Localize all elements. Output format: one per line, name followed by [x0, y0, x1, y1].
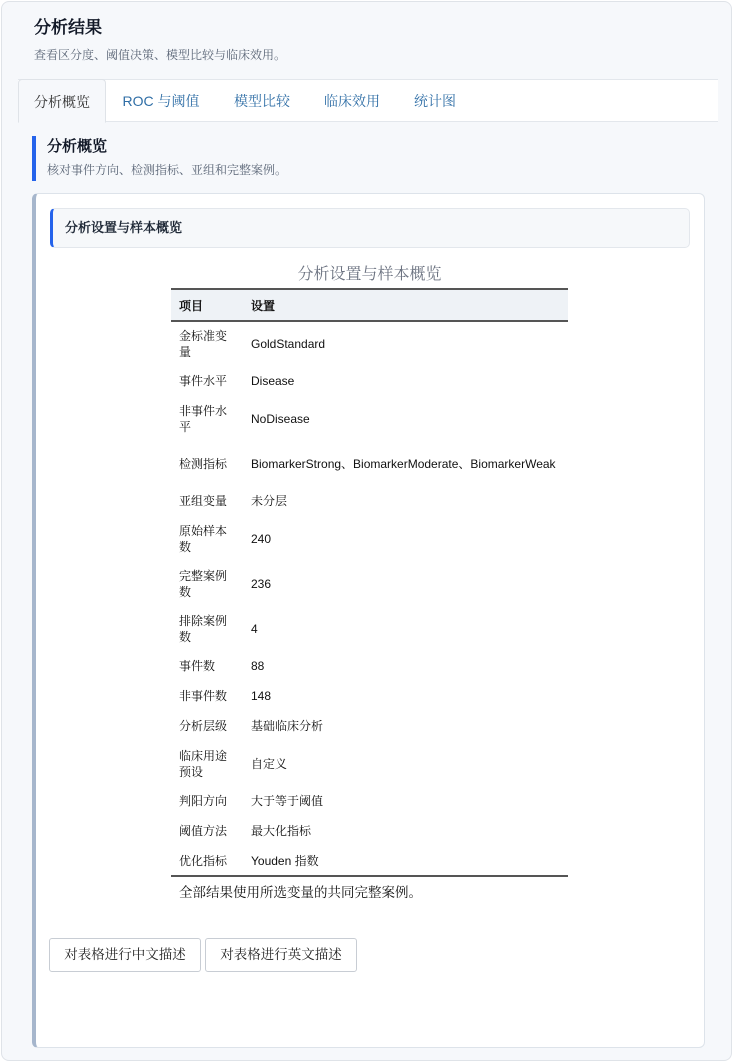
- row-value: 148: [251, 689, 272, 703]
- row-value: 基础临床分析: [251, 719, 324, 733]
- table-row: [171, 681, 568, 711]
- table-caption: 分析设置与样本概览: [297, 266, 442, 283]
- row-value: 最大化指标: [251, 824, 312, 838]
- table-row: [171, 606, 568, 651]
- row-value: 236: [251, 576, 272, 591]
- table-row: [171, 816, 568, 846]
- table-note: 全部结果使用所选变量的共同完整案例。: [179, 885, 422, 900]
- column-header-item: 项目: [171, 289, 243, 321]
- row-item: 临床用途预设: [179, 748, 228, 779]
- results-panel: [1, 1, 732, 1061]
- describe-chinese-button[interactable]: 对表格进行中文描述: [49, 938, 201, 972]
- table-row: [171, 786, 568, 816]
- page-title: 分析结果: [34, 18, 102, 37]
- row-item: 金标准变量: [179, 329, 228, 359]
- tab-bar: [18, 79, 718, 122]
- table-row: [171, 651, 568, 681]
- row-item: 分析层级: [179, 719, 228, 733]
- section-title: 分析概览: [47, 138, 108, 155]
- tab-clinical-utility[interactable]: 临床效用: [324, 93, 380, 109]
- row-value: 4: [251, 621, 258, 636]
- row-value: GoldStandard: [251, 337, 326, 351]
- table-row: [171, 711, 568, 741]
- row-item: 判阳方向: [179, 794, 228, 808]
- table-row: [171, 321, 568, 366]
- table-row: [171, 486, 568, 516]
- tab-content: [18, 122, 718, 1052]
- row-value: NoDisease: [251, 411, 310, 426]
- row-item: 非事件数: [179, 689, 228, 703]
- column-header-setting: 设置: [243, 289, 568, 321]
- row-item: 排除案例数: [179, 613, 228, 644]
- row-item: 非事件水平: [179, 403, 228, 434]
- row-item: 事件数: [179, 659, 216, 673]
- results-header: [2, 2, 731, 79]
- tab-overview[interactable]: 分析概览: [18, 79, 106, 123]
- summary-table-wrapper: [171, 264, 568, 903]
- table-row: [171, 561, 568, 606]
- row-value: 大于等于阈值: [251, 794, 324, 808]
- row-value: Youden 指数: [243, 846, 568, 876]
- row-item: 完整案例数: [179, 568, 228, 599]
- row-item: 优化指标: [171, 846, 243, 876]
- table-header-row: [171, 289, 568, 321]
- section-header: [32, 136, 672, 181]
- card-title: 分析设置与样本概览: [50, 208, 690, 248]
- tab-plots[interactable]: 统计图: [414, 93, 456, 109]
- summary-card: [32, 193, 705, 1048]
- table-row: [171, 846, 568, 876]
- page-subtitle: 查看区分度、阈值决策、模型比较与临床效用。: [34, 48, 287, 62]
- section-subtitle: 核对事件方向、检测指标、亚组和完整案例。: [47, 163, 288, 177]
- tab-roc-threshold[interactable]: ROC 与阈值: [122, 93, 200, 109]
- row-value: Disease: [251, 374, 295, 388]
- row-value: 未分层: [251, 494, 288, 508]
- table-row: [171, 741, 568, 786]
- describe-english-button[interactable]: 对表格进行英文描述: [205, 938, 357, 972]
- table-row: [171, 366, 568, 396]
- tab-model-comparison[interactable]: 模型比较: [234, 93, 290, 109]
- row-value: BiomarkerStrong、BiomarkerModerate、BiomarkerWeak: [251, 456, 556, 471]
- summary-table: [171, 288, 568, 877]
- table-row: [171, 441, 568, 486]
- table-row: [171, 396, 568, 441]
- row-item: 原始样本数: [179, 523, 228, 554]
- row-item: 检测指标: [179, 456, 228, 471]
- row-value: 240: [251, 531, 272, 546]
- row-item: 亚组变量: [179, 494, 228, 508]
- row-item: 事件水平: [179, 374, 228, 388]
- row-value: 自定义: [251, 756, 288, 771]
- row-value: 88: [251, 659, 265, 673]
- table-row: [171, 516, 568, 561]
- row-item: 阈值方法: [179, 824, 228, 838]
